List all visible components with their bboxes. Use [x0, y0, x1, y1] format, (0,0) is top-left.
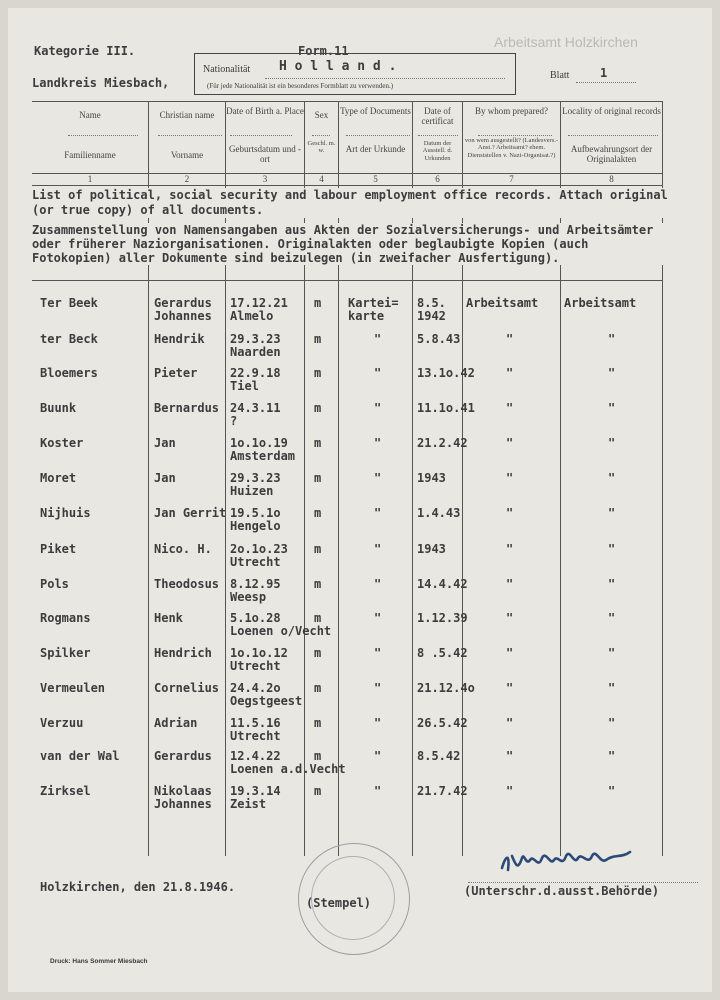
cell-loc: " — [608, 681, 616, 695]
cell-cert: 21.12.4o — [417, 681, 475, 695]
cell-first: Pieter — [154, 366, 198, 380]
cell-name: Piket — [40, 542, 77, 556]
cell-cert: 1943 — [417, 471, 446, 485]
cell-name: Vermeulen — [40, 681, 106, 695]
cell-doc: " — [374, 366, 382, 380]
cell-date: 5.1o.28 — [230, 611, 281, 625]
cell-sex: m — [314, 296, 322, 310]
cell-first: Theodosus — [154, 577, 220, 591]
col-header-sex: Sex — [314, 110, 329, 120]
cell-sex: m — [314, 366, 322, 380]
cell-name: Ter Beek — [40, 296, 98, 310]
cell-first: Jan Gerrit — [154, 506, 227, 520]
cell-sex: m — [314, 577, 322, 591]
col-header-locality: Locality of original records — [562, 106, 661, 116]
cell-place: Utrecht — [230, 659, 281, 673]
cell-date: 8.12.95 — [230, 577, 281, 591]
cell-place: Hengelo — [230, 519, 281, 533]
cell-sex: m — [314, 542, 322, 556]
cell-by: " — [506, 401, 514, 415]
place-date: Holzkirchen, den 21.8.1946. — [40, 880, 236, 894]
cell-sex: m — [314, 471, 322, 485]
cell-doc2: karte — [348, 309, 385, 323]
instructions-german: Zusammenstellung von Namensangaben aus Akten der Sozialversicherungs- und Arbeitsämter oder früherer Naziorganisationen. Originalakten oder beglaubigte Kopien (auch Fotokopien) aller Dokumente sind beizulegen (in zweifacher Ausfertigung). — [32, 223, 672, 265]
cell-first: Henk — [154, 611, 183, 625]
col-header-name: Name — [79, 110, 101, 120]
cell-date: 24.4.2o — [230, 681, 281, 695]
cell-by: Arbeitsamt — [466, 296, 539, 310]
cell-cert: 26.5.42 — [417, 716, 468, 730]
cell-by: " — [506, 681, 514, 695]
cell-doc: " — [374, 681, 382, 695]
cell-date: 19.5.1o — [230, 506, 281, 520]
cell-place: ? — [230, 414, 238, 428]
printer-imprint: Druck: Hans Sommer Miesbach — [50, 958, 148, 965]
cell-name: Buunk — [40, 401, 77, 415]
cell-place: Utrecht — [230, 555, 281, 569]
cell-first: Gerardus — [154, 749, 212, 763]
cell-place: Loenen a.d.Vecht — [230, 762, 346, 776]
cell-by: " — [506, 506, 514, 520]
district-label: Landkreis Miesbach, — [32, 76, 170, 90]
cell-sex: m — [314, 716, 322, 730]
cell-doc: " — [374, 749, 382, 763]
cell-first: Jan — [154, 471, 176, 485]
cell-doc: " — [374, 784, 382, 798]
cell-name: van der Wal — [40, 749, 120, 763]
cell-doc: " — [374, 646, 382, 660]
cell-first2: Johannes — [154, 797, 212, 811]
cell-place: Almelo — [230, 309, 274, 323]
cell-loc: Arbeitsamt — [564, 296, 637, 310]
cell-place: Oegstgeest — [230, 694, 303, 708]
cell-cert: 1.12.39 — [417, 611, 468, 625]
cell-cert: 5.8.43 — [417, 332, 461, 346]
form-number: Form.11 — [298, 44, 349, 58]
cell-by: " — [506, 716, 514, 730]
cell-date: 29.3.23 — [230, 332, 281, 346]
cell-date: 24.3.11 — [230, 401, 281, 415]
signature — [496, 836, 656, 886]
cell-name: Zirksel — [40, 784, 91, 798]
cell-cert: 1943 — [417, 542, 446, 556]
nationality-value: H o l l a n d . — [279, 59, 397, 74]
cell-name: Nijhuis — [40, 506, 91, 520]
cell-sex: m — [314, 436, 322, 450]
cell-first: Nico. H. — [154, 542, 212, 556]
col-header-birth: Date of Birth a. Place — [226, 106, 304, 116]
cell-name: Spilker — [40, 646, 91, 660]
cell-name: Rogmans — [40, 611, 91, 625]
cell-cert: 11.1o.41 — [417, 401, 475, 415]
instructions-english: List of political, social security and labour employment office records. Attach original (or true copy) of all documents. — [32, 188, 672, 218]
cell-date: 17.12.21 — [230, 296, 288, 310]
cell-date: 2o.1o.23 — [230, 542, 288, 556]
cell-cert: 21.7.42 — [417, 784, 468, 798]
document-sheet: Kategorie III. Landkreis Miesbach, Form.11 Arbeitsamt Holzkirchen Nationalität H o l l a n d . (Für jede Nationalität ist ein besonderes Formblatt zu verwenden.) Blatt 1 Name Familienname 1 Christian name Vorname 2 Date of Birth a. Place Geburtsdatum und -ort 3 Sex Geschl. m. w. 4 Type of Documents Art der Urkunde 5 Date of certificat Datum der Ausstell. d. Urkunden 6 By whom prepared? von wem ausgestellt? (Landesvers.-Anst.? Arbeitsamt? ehem. Dienststellen v. Nazi-Organisat.?) 7 Locality of original records Aufbewahrungsort der Originalakten 8 List of political, social security and labour employment office records. Attach original (or true copy) of all documents. Zusammenstellung von Namensangaben aus Akten der Sozialversicherungs- und Arbeitsämter oder früherer Naziorganisationen. Originalakten oder beglaubigte Kopien (auch Fotokopien) aller Dokumente sind beizulegen (in zweifacher Ausfertigung). Ter Beek Gerardus 17.12.21 m Kartei= 8.5. Arbeitsamt Arbeitsamt Johannes Almelo karte 1942 ter Beck Hendrik 29.3.23 m " 5.8.43 " " Naarden Bloemers Pieter 22.9.18 m " 13.1o.42 " " Tiel Buunk Bernardus 24.3.11 m " 11.1o.41 " " ? Koster Jan 1o.1o.19 m " 21.2.42 " " Amsterdam Moret Jan 29.3.23 m " 1943 " " Huizen Nijhuis Jan Gerrit 19.5.1o m " 1.4.43 " " Hengelo Piket Nico. H. 2o.1o.23 m " 1943 " " Utrecht Pols Theodosus 8.12.95 m " 14.4.42 " " Weesp Rogmans Henk 5.1o.28 m " 1.12.39 " " Loenen o/Vecht Spilker Hendrich 1o.1o.12 m " 8 .5.42 " " Utrecht Vermeulen Cornelius 24.4.2o m " 21.12.4o " " Oegstgeest Verzuu Adrian 11.5.16 m " 26.5.42 " " Utrecht van der Wal Gerardus 12.4.22 m " 8.5.42 " " Loenen a.d.Vecht Zirksel Nikolaas 19.3.14 m " 21.7.42 " " Johannes Zeist Holzkirchen, den 21.8.1946. (Stempel) (Unterschr.d.ausst.Behörde) Druck: Hans Sommer Miesbach — [8, 8, 712, 992]
cell-doc: Kartei= — [348, 296, 399, 310]
cell-name: Koster — [40, 436, 84, 450]
cell-doc: " — [374, 542, 382, 556]
nationality-note: (Für jede Nationalität ist ein besonderes Formblatt zu verwenden.) — [207, 82, 394, 90]
cell-place: Amsterdam — [230, 449, 296, 463]
cell-loc: " — [608, 784, 616, 798]
cell-by: " — [506, 542, 514, 556]
cell-loc: " — [608, 749, 616, 763]
cell-doc: " — [374, 716, 382, 730]
cell-place: Naarden — [230, 345, 281, 359]
cell-name: Pols — [40, 577, 69, 591]
cell-place: Weesp — [230, 590, 267, 604]
cell-loc: " — [608, 436, 616, 450]
cell-by: " — [506, 332, 514, 346]
cell-name: Bloemers — [40, 366, 98, 380]
cell-by: " — [506, 749, 514, 763]
col-header-firstname: Christian name — [159, 110, 215, 120]
cell-date: 11.5.16 — [230, 716, 281, 730]
cell-doc: " — [374, 577, 382, 591]
cell-date: 1o.1o.19 — [230, 436, 288, 450]
cell-date: 12.4.22 — [230, 749, 281, 763]
cell-cert: 1.4.43 — [417, 506, 461, 520]
cell-by: " — [506, 366, 514, 380]
category-label: Kategorie III. — [34, 44, 136, 58]
cell-first: Hendrik — [154, 332, 205, 346]
cell-loc: " — [608, 716, 616, 730]
cell-first: Bernardus — [154, 401, 220, 415]
cell-doc: " — [374, 611, 382, 625]
cell-loc: " — [608, 471, 616, 485]
col-header-certdate: Date of certificat — [421, 106, 454, 127]
cell-place: Huizen — [230, 484, 274, 498]
cell-date: 1o.1o.12 — [230, 646, 288, 660]
cell-sex: m — [314, 749, 322, 763]
cell-sex: m — [314, 611, 322, 625]
office-watermark: Arbeitsamt Holzkirchen — [494, 34, 638, 50]
cell-sex: m — [314, 646, 322, 660]
cell-loc: " — [608, 366, 616, 380]
sheet-label: Blatt — [550, 70, 570, 81]
cell-loc: " — [608, 332, 616, 346]
cell-loc: " — [608, 646, 616, 660]
cell-cert: 21.2.42 — [417, 436, 468, 450]
cell-by: " — [506, 436, 514, 450]
col-header-doctype: Type of Documents — [340, 106, 411, 116]
cell-sex: m — [314, 506, 322, 520]
cell-cert: 8 .5.42 — [417, 646, 468, 660]
cell-by: " — [506, 611, 514, 625]
cell-by: " — [506, 784, 514, 798]
cell-doc: " — [374, 506, 382, 520]
cell-doc: " — [374, 401, 382, 415]
cell-sex: m — [314, 332, 322, 346]
cell-name: Verzuu — [40, 716, 84, 730]
cell-name: Moret — [40, 471, 77, 485]
signature-label: (Unterschr.d.ausst.Behörde) — [464, 884, 660, 898]
cell-loc: " — [608, 401, 616, 415]
cell-cert: 13.1o.42 — [417, 366, 475, 380]
cell-place: Zeist — [230, 797, 267, 811]
cell-cert2: 1942 — [417, 309, 446, 323]
cell-by: " — [506, 471, 514, 485]
cell-doc: " — [374, 471, 382, 485]
cell-place: Utrecht — [230, 729, 281, 743]
cell-first: Nikolaas — [154, 784, 212, 798]
cell-place: Loenen o/Vecht — [230, 624, 332, 638]
cell-loc: " — [608, 577, 616, 591]
cell-by: " — [506, 646, 514, 660]
cell-doc: " — [374, 332, 382, 346]
cell-first2: Johannes — [154, 309, 212, 323]
nationality-label: Nationalität — [203, 64, 251, 75]
col-header-preparedby: By whom prepared? — [475, 106, 548, 116]
cell-sex: m — [314, 401, 322, 415]
cell-sex: m — [314, 784, 322, 798]
cell-first: Jan — [154, 436, 176, 450]
cell-doc: " — [374, 436, 382, 450]
cell-loc: " — [608, 542, 616, 556]
cell-first: Gerardus — [154, 296, 212, 310]
cell-first: Hendrich — [154, 646, 212, 660]
nationality-box — [194, 53, 516, 95]
cell-loc: " — [608, 611, 616, 625]
cell-first: Cornelius — [154, 681, 220, 695]
stamp-label: (Stempel) — [306, 896, 372, 910]
cell-loc: " — [608, 506, 616, 520]
cell-date: 19.3.14 — [230, 784, 281, 798]
cell-date: 29.3.23 — [230, 471, 281, 485]
cell-cert: 8.5. — [417, 296, 446, 310]
cell-first: Adrian — [154, 716, 198, 730]
cell-cert: 14.4.42 — [417, 577, 468, 591]
cell-cert: 8.5.42 — [417, 749, 461, 763]
cell-date: 22.9.18 — [230, 366, 281, 380]
cell-name: ter Beck — [40, 332, 98, 346]
cell-place: Tiel — [230, 379, 259, 393]
cell-sex: m — [314, 681, 322, 695]
sheet-number: 1 — [600, 66, 608, 80]
cell-by: " — [506, 577, 514, 591]
